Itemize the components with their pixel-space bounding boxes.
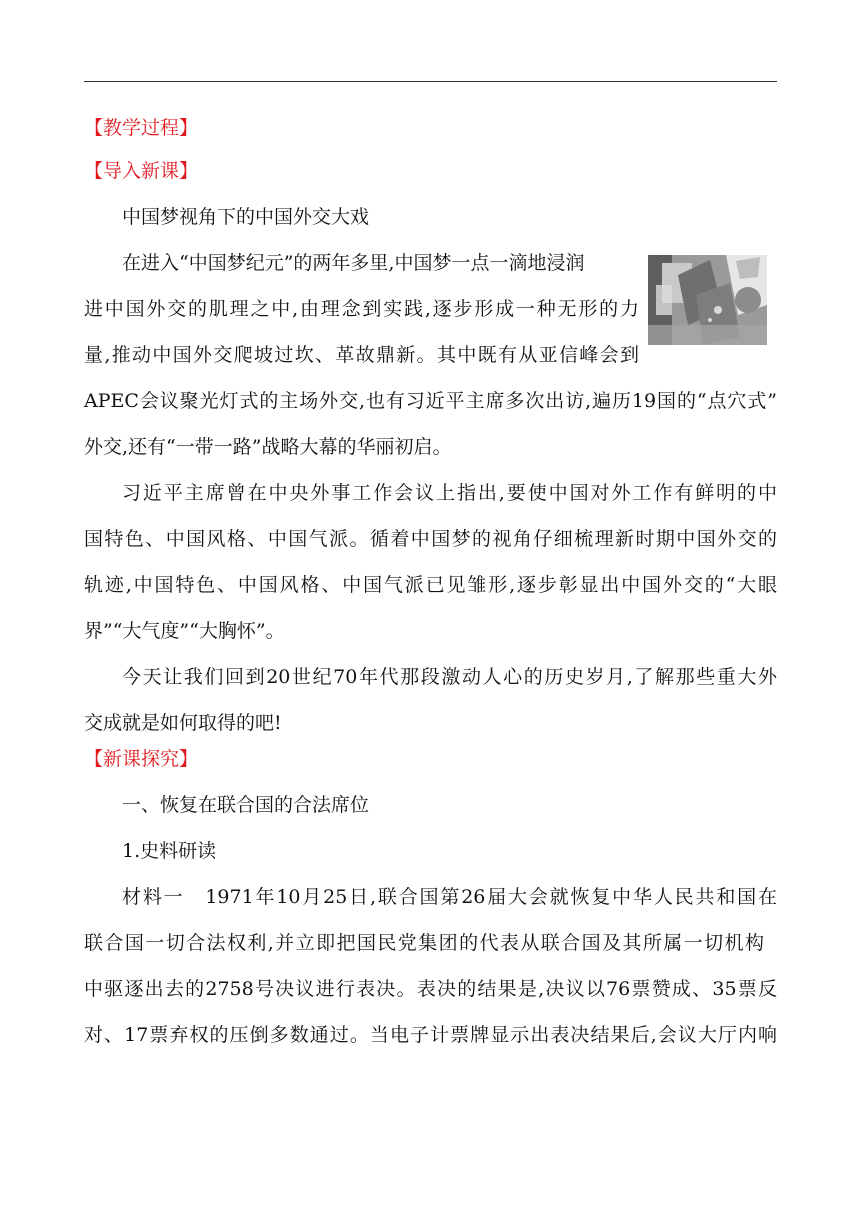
section-teaching-process: 【教学过程】 [84,117,199,139]
intro-p3-line: 交成就是如何取得的吧! [84,712,282,734]
material-line: 中驱逐出去的2758号决议进行表决。表决的结果是,决议以76票赞成、35票反 [84,978,777,1000]
intro-p1-line: 在进入“中国梦纪元”的两年多里,中国梦一点一滴地浸润 [122,252,585,274]
explore-subheading: 1.史料研读 [122,840,217,862]
section-intro: 【导入新课】 [84,160,199,182]
material-line: 材料一 1971年10月25日,联合国第26届大会就恢复中华人民共和国在 [122,886,777,908]
explore-heading: 一、恢复在联合国的合法席位 [122,794,370,816]
intro-p1-line: 进中国外交的肌理之中,由理念到实践,逐步形成一种无形的力 [84,298,639,320]
intro-p1-line: 量,推动中国外交爬坡过坎、革故鼎新。其中既有从亚信峰会到 [84,344,639,366]
section-explore: 【新课探究】 [84,748,199,770]
intro-title: 中国梦视角下的中国外交大戏 [122,206,370,228]
header-rule [84,81,777,82]
material-line: 对、17票弃权的压倒多数通过。当电子计票牌显示出表决结果后,会议大厅内响 [84,1024,777,1046]
flags-photo [648,255,767,345]
intro-p1-line: 外交,还有“一带一路”战略大幕的华丽初启。 [84,436,452,458]
intro-p1-line: APEC会议聚光灯式的主场外交,也有习近平主席多次出访,遍历19国的“点穴式” [84,390,777,412]
intro-p3-line: 今天让我们回到20世纪70年代那段激动人心的历史岁月,了解那些重大外 [122,666,777,688]
intro-p2-line: 习近平主席曾在中央外事工作会议上指出,要使中国对外工作有鲜明的中 [122,482,777,504]
intro-p2-line: 国特色、中国风格、中国气派。循着中国梦的视角仔细梳理新时期中国外交的 [84,528,777,550]
intro-p2-line: 界”“大气度”“大胸怀”。 [84,620,285,642]
material-line: 联合国一切合法权利,并立即把国民党集团的代表从联合国及其所属一切机构 [84,932,764,954]
intro-p2-line: 轨迹,中国特色、中国风格、中国气派已见雏形,逐步彰显出中国外交的“大眼 [84,574,777,596]
